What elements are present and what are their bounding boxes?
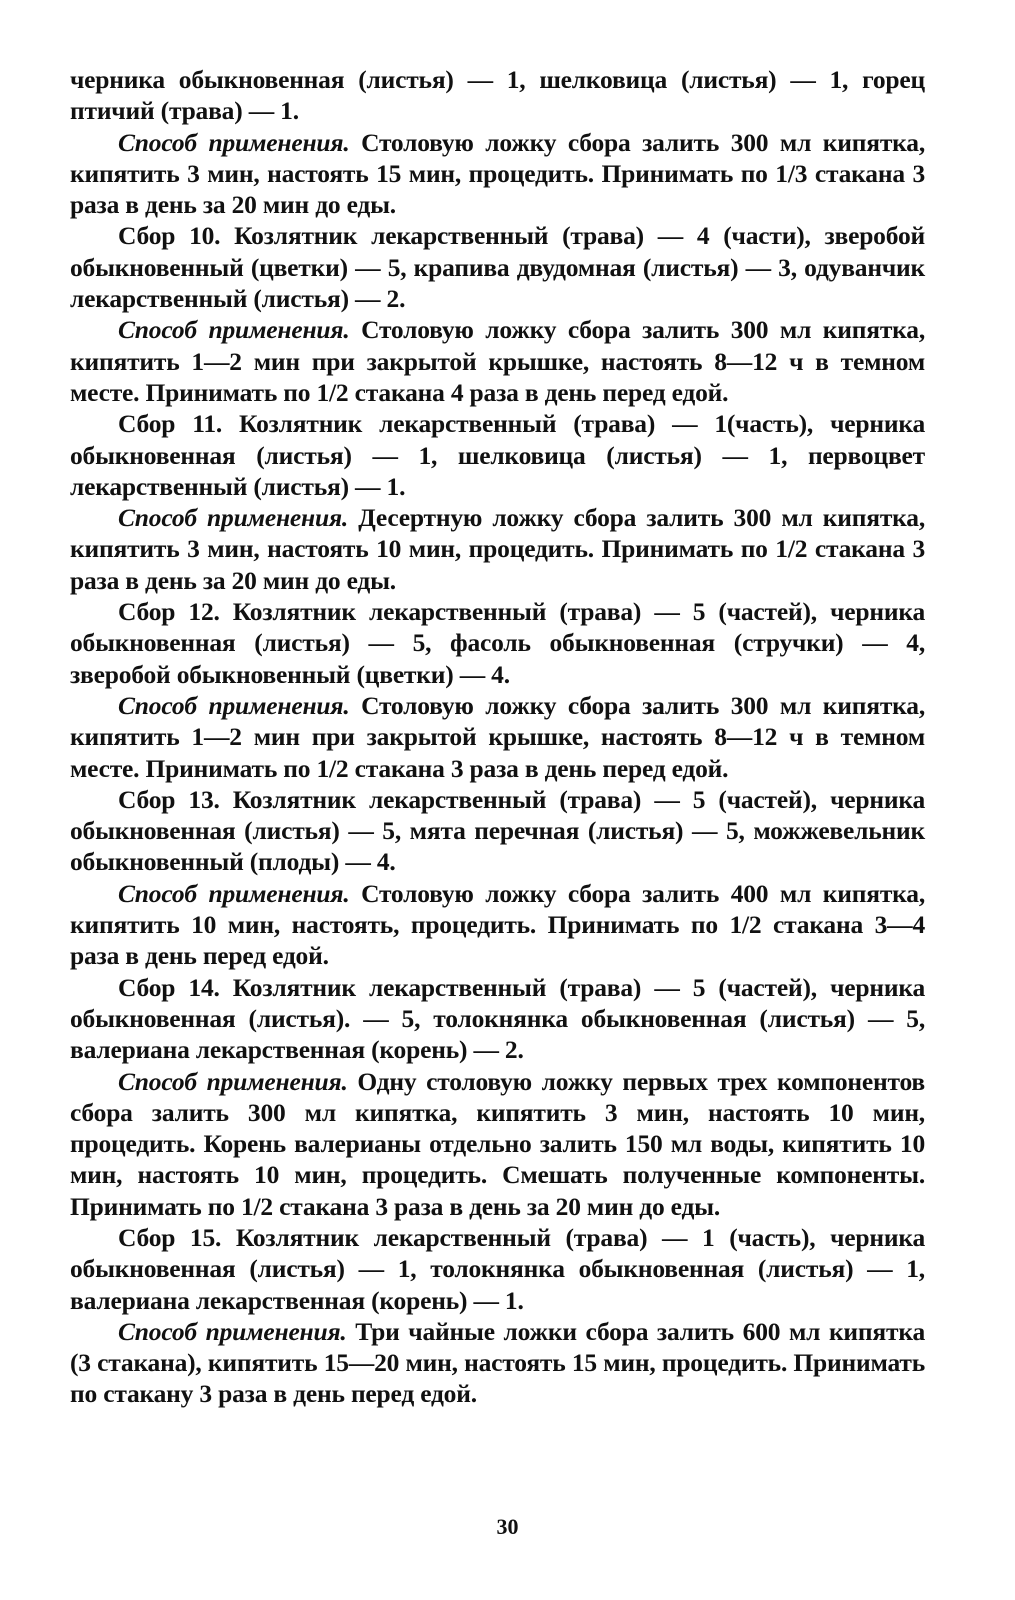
method-label: Способ применения.: [118, 315, 350, 345]
paragraph-continuation: [70, 64, 925, 127]
paragraph-text: Сбор 10. Козлятник лекарственный (трава) — 4 (части), зверобой обыкновенный (цветки) — 5, крапива двудомная (листья) — 3, одуванчик лекарственный (листья) — 2.: [70, 221, 925, 314]
paragraph-text: Сбор 15. Козлятник лекарственный (трава) — 1 (часть), черника обыкновенная (листья) — 1, толокнянка обыкновенная (листья) — 1, валериана лекарственная (корень) — 1.: [70, 1222, 925, 1315]
method-label: Способ применения.: [118, 1066, 348, 1096]
method-label: Способ применения.: [118, 690, 350, 720]
paragraph-method-14: [70, 1066, 925, 1222]
page-number: 30: [496, 1514, 519, 1539]
paragraph-method-10: [70, 314, 925, 408]
paragraph-method-11: [70, 502, 925, 596]
paragraph-text: черника обыкновенная (листья) — 1, шелковица (листья) — 1, горец птичий (трава) — 1.: [70, 65, 925, 126]
paragraph-text: Сбор 11. Козлятник лекарственный (трава) — 1(часть), черника обыкновенная (листья) — 1, шелковица (листья) — 1, первоцвет лекарственный (листья) — 1.: [70, 409, 925, 501]
paragraph-recipe-15: [70, 1222, 925, 1316]
page-body: [70, 64, 925, 1410]
paragraph-method-13: [70, 878, 925, 972]
paragraph-text: Три чайные ложки сбора залить 600 мл кипятка (3 стакана), кипятить 15—20 мин, настоять 15 мин, процедить. Принимать по стакану 3 раза в день перед едой.: [70, 1316, 925, 1409]
paragraph-recipe-13: [70, 784, 925, 878]
paragraph-text: Сбор 13. Козлятник лекарственный (трава) — 5 (частей), черника обыкновенная (листья) — 5, мята перечная (листья) — 5, можжевельник обыкновенный (плоды) — 4.: [70, 784, 925, 877]
paragraph-text: Столовую ложку сбора залить 300 мл кипятка, кипятить 1—2 мин при закрытой крышке, настоять 8—12 ч в темном месте. Принимать по 1/2 стакана 3 раза в день перед едой.: [70, 690, 925, 783]
paragraph-text: Одну столовую ложку первых трех компонентов сбора залить 300 мл кипятка, кипятить 3 мин, настоять 10 мин, процедить. Корень валерианы отдельно залить 150 мл воды, кипятить 10 мин, настоять 10 мин, процедить. Смешать полученные компоненты. Принимать по 1/2 стакана 3 раза в день за 20 мин до еды.: [70, 1066, 925, 1221]
paragraph-recipe-10: [70, 220, 925, 314]
method-label: Способ применения.: [118, 1316, 347, 1346]
paragraph-text: Сбор 12. Козлятник лекарственный (трава) — 5 (частей), черника обыкновенная (листья) — 5, фасоль обыкновенная (стручки) — 4, зверобой обыкновенный (цветки) — 4.: [70, 597, 925, 689]
method-label: Способ применения.: [118, 127, 350, 157]
paragraph-text: Столовую ложку сбора залить 300 мл кипятка, кипятить 1—2 мин при закрытой крышке, настоять 8—12 ч в темном месте. Принимать по 1/2 стакана 4 раза в день перед едой.: [70, 315, 925, 407]
method-label: Способ применения.: [118, 503, 349, 533]
paragraph-method-15: [70, 1316, 925, 1410]
paragraph-method-9: [70, 127, 925, 221]
paragraph-text: Столовую ложку сбора залить 400 мл кипятка, кипятить 10 мин, настоять, процедить. Принимать по 1/2 стакана 3—4 раза в день перед едой.: [70, 878, 925, 971]
paragraph-recipe-11: [70, 408, 925, 502]
paragraph-text: Столовую ложку сбора залить 300 мл кипятка, кипятить 3 мин, настоять 15 мин, процедить. Принимать по 1/3 стакана 3 раза в день за 20 мин до еды.: [70, 127, 925, 220]
method-label: Способ применения.: [118, 878, 350, 908]
paragraph-recipe-14: [70, 972, 925, 1066]
paragraph-method-12: [70, 690, 925, 784]
paragraph-text: Сбор 14. Козлятник лекарственный (трава) — 5 (частей), черника обыкновенная (листья). — 5, толокнянка обыкновенная (листья) — 5, валериана лекарственная (корень) — 2.: [70, 972, 925, 1065]
paragraph-text: Десертную ложку сбора залить 300 мл кипятка, кипятить 3 мин, настоять 10 мин, процедить. Принимать по 1/2 стакана 3 раза в день за 20 мин до еды.: [70, 503, 925, 595]
paragraph-recipe-12: [70, 596, 925, 690]
